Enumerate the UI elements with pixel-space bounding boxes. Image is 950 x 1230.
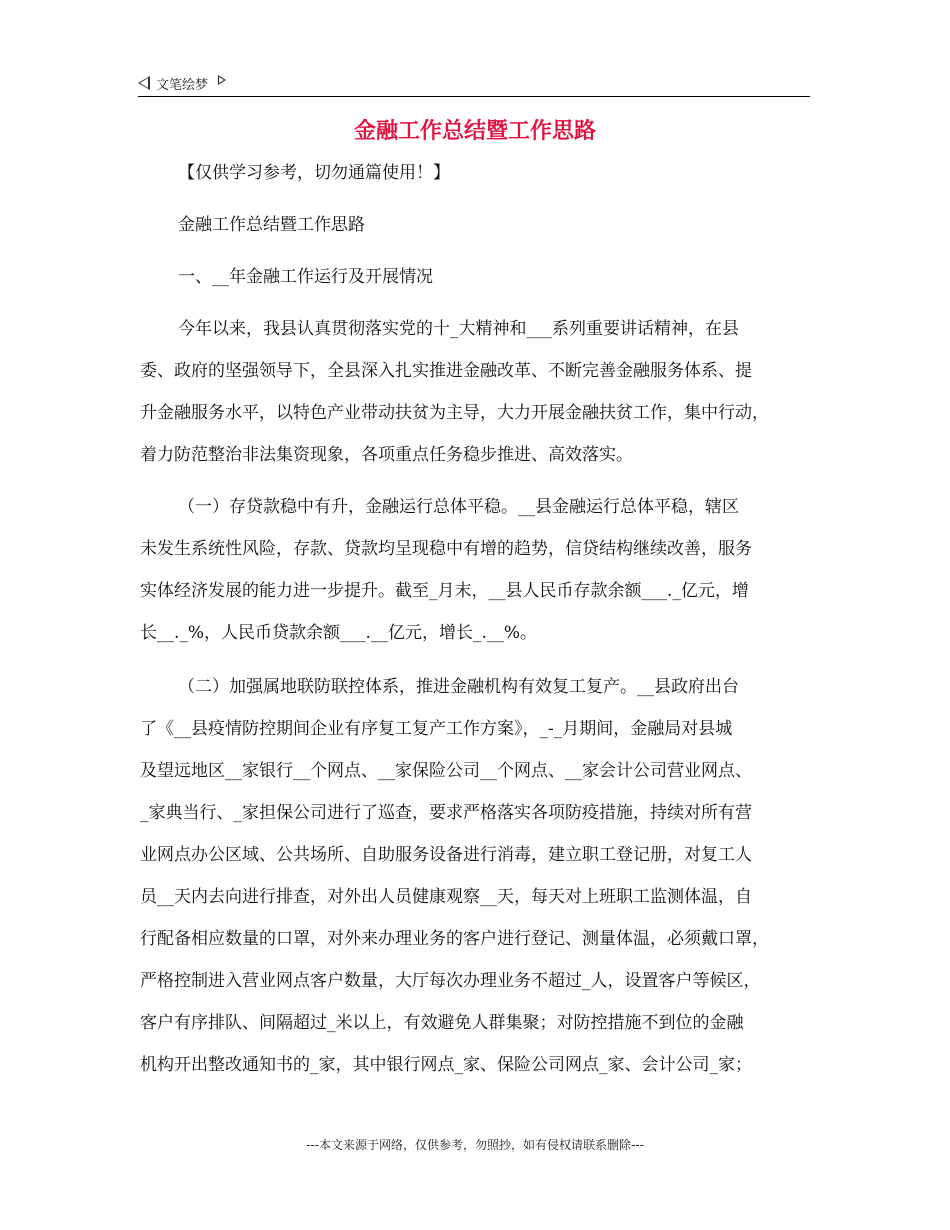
paragraph-line: 升金融服务水平，以特色产业带动扶贫为主导，大力开展金融扶贫工作，集中行动，: [140, 403, 769, 423]
paragraph-line: 业网点办公区域、公共场所、自助服务设备进行消毒，建立职工登记册，对复工人: [140, 845, 752, 865]
paragraph-line: 行配备相应数量的口罩，对外来办理业务的客户进行登记、测量体温，必须戴口罩，: [140, 929, 769, 949]
paragraph-line: 长__._%，人民币贷款余额___.__亿元，增长_.__%。: [140, 623, 538, 643]
page-header: [138, 72, 810, 97]
paragraph-line: 客户有序排队、间隔超过_米以上，有效避免人群集聚；对防控措施不到位的金融: [140, 1013, 744, 1033]
footer-note: ---本文来源于网络，仅供参考，勿照抄，如有侵权请联系删除---: [306, 1138, 644, 1152]
paragraph-line: 着力防范整治非法集资现象，各项重点任务稳步推进、高效落实。: [140, 445, 633, 465]
triangle-left-icon: [138, 76, 150, 90]
paragraph-line: （二）加强属地联防联控体系，推进金融机构有效复工复产。__县政府出台: [178, 677, 739, 697]
triangle-right-icon: [218, 75, 226, 85]
paragraph-line: 员__天内去向进行排查，对外出人员健康观察__天，每天对上班职工监测体温，自: [140, 887, 752, 907]
paragraph-line: 了《__县疫情防控期间企业有序复工复产工作方案》，_-_月期间，金融局对县城: [140, 719, 733, 739]
paragraph-line: 及望远地区__家银行__个网点、__家保险公司__个网点、__家会计公司营业网点、: [140, 761, 752, 781]
brand-name: 文笔绘梦: [156, 77, 209, 93]
paragraph-line: 未发生系统性风险，存款、贷款均呈现稳中有增的趋势，信贷结构继续改善，服务: [140, 539, 752, 559]
paragraph-line: 今年以来，我县认真贯彻落实党的十_大精神和___系列重要讲话精神，在县: [178, 319, 739, 339]
subtitle: 金融工作总结暨工作思路: [178, 215, 365, 235]
paragraph-line: _家典当行、_家担保公司进行了巡查，要求严格落实各项防疫措施，持续对所有营: [140, 803, 752, 823]
document-title: 金融工作总结暨工作思路: [353, 119, 596, 144]
brand: [138, 72, 226, 94]
paragraph-line: 机构开出整改通知书的_家，其中银行网点_家、保险公司网点_家、会计公司_家；: [140, 1055, 752, 1075]
paragraph-line: （一）存贷款稳中有升，金融运行总体平稳。__县金融运行总体平稳，辖区: [178, 497, 739, 517]
section-heading: 一、__年金融工作运行及开展情况: [178, 267, 433, 287]
disclaimer: 【仅供学习参考，切勿通篇使用！】: [178, 163, 450, 183]
paragraph-line: 实体经济发展的能力进一步提升。截至_月末，__县人民币存款余额___._亿元，增: [140, 581, 749, 601]
paragraph-line: 委、政府的坚强领导下，全县深入扎实推进金融改革、不断完善金融服务体系、提: [140, 361, 752, 381]
paragraph-line: 严格控制进入营业网点客户数量，大厅每次办理业务不超过_人，设置客户等候区，: [140, 971, 761, 991]
